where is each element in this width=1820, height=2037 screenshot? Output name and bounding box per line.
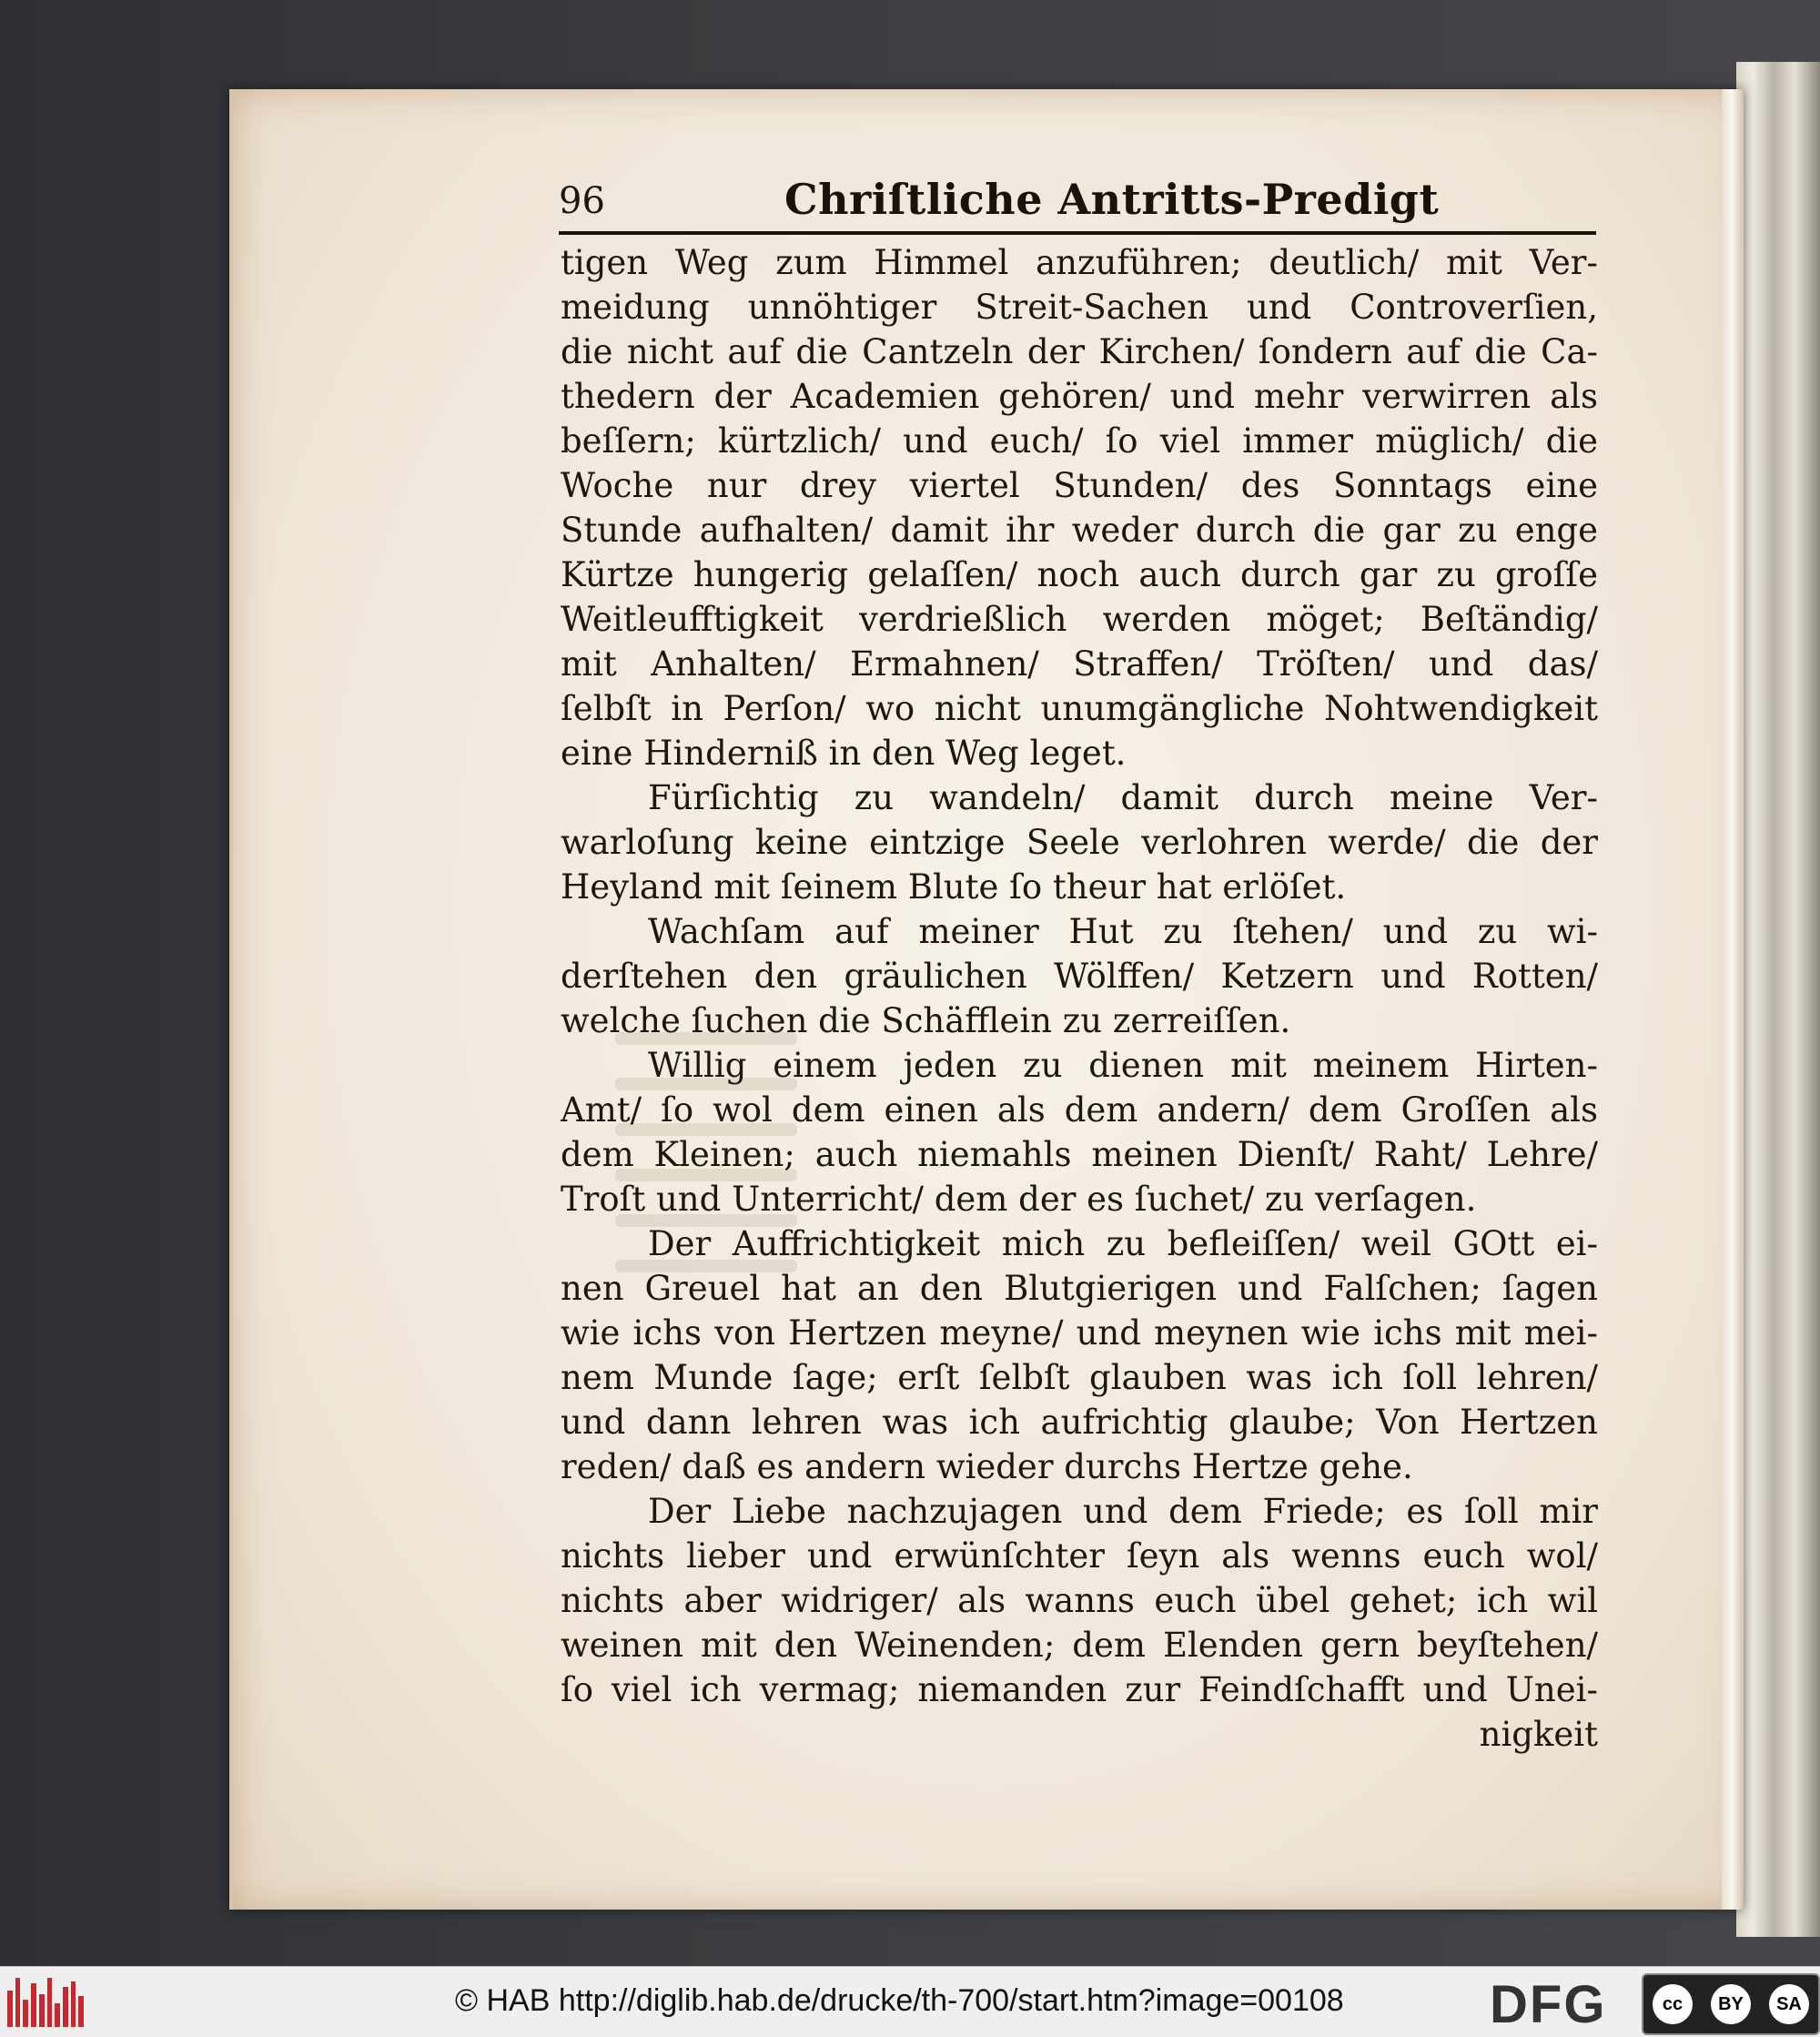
running-title: Chriſtliche Antritts-Predigt (784, 175, 1440, 224)
body-text (561, 240, 1598, 1757)
text-line: nigkeit (1479, 1715, 1598, 1754)
barcode-bar (55, 2003, 60, 2027)
text-line: Stunde aufhalten/ damit ihr weder durch die gar zu enge (561, 511, 1598, 550)
page-edge (1722, 89, 1742, 1910)
cc-icon: cc (1653, 1984, 1693, 2024)
text-line: Der Liebe nachzujagen und dem Friede; es ſoll mir (648, 1492, 1598, 1531)
book-page-stack (1736, 62, 1820, 1937)
text-line: ſelbſt in Perſon/ wo nicht unumgängliche Nohtwendigkeit (561, 689, 1598, 728)
barcode-bar (78, 1996, 84, 2027)
viewer-footer (0, 1966, 1820, 2037)
page-number: 96 (559, 180, 605, 222)
text-line: Heyland mit ſeinem Blute ſo theur hat erlöſet. (561, 867, 1347, 907)
text-line: thedern der Academien gehören/ und mehr verwirren als (561, 377, 1598, 416)
page-header (559, 175, 1596, 235)
barcode-bar (7, 1991, 13, 2027)
barcode-bar (39, 1994, 45, 2027)
text-line: nichts lieber und erwünſchter ſeyn als wenns euch wol/ (561, 1536, 1598, 1576)
text-line: Willig einem jeden zu dienen mit meinem Hirten- (648, 1046, 1598, 1085)
barcode-bar (63, 1987, 68, 2027)
text-line: nem Munde ſage; erſt ſelbſt glauben was ich ſoll lehren/ (561, 1358, 1598, 1397)
text-line: meidung unnöhtiger Streit-Sachen und Controverſien, (561, 288, 1598, 327)
text-line: dem Kleinen; auch niemahls meinen Dienſt/ Raht/ Lehre/ (561, 1135, 1598, 1174)
barcode-bar (31, 1983, 36, 2027)
text-line: Amt/ ſo wol dem einen als dem andern/ dem Groſſen als (561, 1090, 1598, 1130)
text-line: nen Greuel hat an den Blutgierigen und Falſchen; ſagen (561, 1269, 1598, 1308)
text-line: mit Anhalten/ Ermahnen/ Straffen/ Tröſten/ und das/ (561, 644, 1598, 684)
hab-logo-icon (7, 1978, 84, 2027)
text-line: derſtehen den gräulichen Wölffen/ Ketzern und Rotten/ (561, 957, 1598, 996)
text-line: Woche nur drey viertel Stunden/ des Sonntags eine (561, 466, 1598, 505)
sa-icon: SA (1769, 1984, 1809, 2024)
dfg-logo: DFG (1490, 1975, 1607, 2034)
barcode-bar (15, 1978, 21, 2027)
text-line: und dann lehren was ich aufrichtig glaube; Von Hertzen (561, 1403, 1598, 1442)
text-line: beſſern; kürtzlich/ und euch/ ſo viel immer müglich/ die (561, 421, 1598, 461)
text-line: wie ichs von Hertzen meyne/ und meynen wie ichs mit mei- (561, 1313, 1598, 1353)
text-line: Kürtze hungerig gelaſſen/ noch auch durch gar zu groſſe (561, 555, 1598, 594)
text-line: Troſt und Unterricht/ dem der es ſuchet/ zu verſagen. (561, 1180, 1477, 1219)
cc-license-badge[interactable] (1642, 1973, 1820, 2035)
text-line: Wachſam auf meiner Hut zu ſtehen/ und zu wi- (648, 912, 1598, 951)
copyright-link[interactable]: © HAB http://diglib.hab.de/drucke/th-700/start.htm?image=00108 (455, 1983, 1344, 2018)
text-line: welche ſuchen die Schäfflein zu zerreiſſen. (561, 1001, 1291, 1040)
text-line: reden/ daß es andern wieder durchs Hertze gehe. (561, 1447, 1413, 1486)
text-line: Der Auffrichtigkeit mich zu befleiſſen/ weil GOtt ei- (648, 1224, 1598, 1263)
text-line: Fürſichtig zu wandeln/ damit durch meine Ver- (648, 778, 1598, 817)
barcode-bar (23, 2000, 28, 2027)
barcode-bar (47, 1978, 53, 2027)
text-line: weinen mit den Weinenden; dem Elenden gern beyſtehen/ (561, 1626, 1598, 1665)
text-line: eine Hinderniß in den Weg leget. (561, 734, 1127, 773)
text-line: die nicht auf die Cantzeln der Kirchen/ ſondern auf die Ca- (561, 332, 1598, 371)
by-icon: BY (1711, 1984, 1751, 2024)
text-line: Weitleufftigkeit verdrießlich werden möget; Beſtändig/ (561, 600, 1598, 639)
text-line: tigen Weg zum Himmel anzuführen; deutlich/ mit Ver- (561, 243, 1598, 282)
text-line: ſo viel ich vermag; niemanden zur Feindſchafft und Unei- (561, 1670, 1598, 1709)
barcode-bar (71, 1981, 76, 2027)
text-line: warloſung keine eintzige Seele verlohren werde/ die der (561, 823, 1598, 862)
text-line: nichts aber widriger/ als wanns euch übel gehet; ich wil (561, 1581, 1598, 1620)
